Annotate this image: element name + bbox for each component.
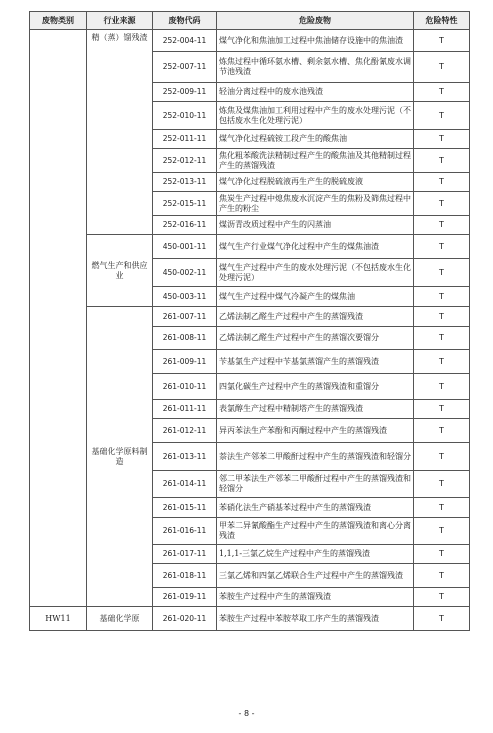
waste-code-cell: 252-012-11 — [153, 149, 217, 173]
hazard-characteristic-cell: T — [414, 374, 470, 400]
waste-code-cell: 252-013-11 — [153, 173, 217, 192]
hazardous-waste-cell: 煤气生产过程中产生的废水处理污泥（不包括废水生化处理污泥） — [217, 259, 414, 287]
waste-code-cell: 261-008-11 — [153, 327, 217, 350]
waste-code-cell: 261-020-11 — [153, 607, 217, 631]
hazard-characteristic-cell: T — [414, 350, 470, 374]
hazard-characteristic-cell: T — [414, 102, 470, 130]
header-waste-code: 废物代码 — [153, 12, 217, 30]
waste-code-cell: 252-015-11 — [153, 192, 217, 216]
hazardous-waste-cell: 炼焦及煤焦油加工利用过程中产生的废水处理污泥（不包括废水生化处理污泥） — [217, 102, 414, 130]
hazard-characteristic-cell: T — [414, 498, 470, 518]
hazardous-waste-cell: 轻油分离过程中的废水池残渣 — [217, 83, 414, 102]
hazard-characteristic-cell: T — [414, 149, 470, 173]
waste-code-cell: 252-010-11 — [153, 102, 217, 130]
table-row — [30, 235, 470, 259]
hazardous-waste-cell: 煤气净化和焦油加工过程中焦油储存设施中的焦油渣 — [217, 30, 414, 52]
category-cell — [30, 30, 87, 607]
category-cell: HW11 — [30, 607, 87, 631]
hazardous-waste-table — [29, 11, 470, 631]
hazardous-waste-cell: 1,1,1-三氯乙烷生产过程中产生的蒸馏残渣 — [217, 545, 414, 564]
waste-code-cell: 261-017-11 — [153, 545, 217, 564]
industry-source-cell: 精（蒸）馏残渣 — [87, 30, 153, 235]
waste-code-cell: 450-002-11 — [153, 259, 217, 287]
table-header — [30, 12, 470, 30]
hazardous-waste-cell: 乙烯法制乙醛生产过程中产生的蒸馏残渣 — [217, 307, 414, 327]
hazardous-waste-cell: 三氯乙烯和四氯乙烯联合生产过程中产生的蒸馏残渣 — [217, 564, 414, 588]
waste-code-cell: 252-004-11 — [153, 30, 217, 52]
hazard-characteristic-cell: T — [414, 130, 470, 149]
hazardous-waste-cell: 苯胺生产过程中产生的蒸馏残渣 — [217, 588, 414, 607]
waste-code-cell: 261-016-11 — [153, 518, 217, 545]
industry-source-cell: 燃气生产和供应业 — [87, 235, 153, 307]
waste-code-cell: 261-018-11 — [153, 564, 217, 588]
waste-code-cell: 261-009-11 — [153, 350, 217, 374]
hazardous-waste-cell: 煤气生产过程中煤气冷凝产生的煤焦油 — [217, 287, 414, 307]
hazard-characteristic-cell: T — [414, 545, 470, 564]
hazard-characteristic-cell: T — [414, 216, 470, 235]
waste-code-cell: 252-007-11 — [153, 52, 217, 83]
hazard-characteristic-cell: T — [414, 235, 470, 259]
hazardous-waste-cell: 四氯化碳生产过程中产生的蒸馏残渣和重馏分 — [217, 374, 414, 400]
waste-code-cell: 252-011-11 — [153, 130, 217, 149]
table-row — [30, 307, 470, 327]
hazard-characteristic-cell: T — [414, 30, 470, 52]
hazardous-waste-cell: 萘法生产邻苯二甲酸酐过程中产生的蒸馏残渣和轻馏分 — [217, 443, 414, 471]
hazard-characteristic-cell: T — [414, 588, 470, 607]
hazard-characteristic-cell: T — [414, 518, 470, 545]
waste-code-cell: 450-001-11 — [153, 235, 217, 259]
hazardous-waste-cell: 苄基氯生产过程中苄基氯蒸馏产生的蒸馏残渣 — [217, 350, 414, 374]
waste-code-cell: 261-015-11 — [153, 498, 217, 518]
hazardous-waste-cell: 表氯醇生产过程中精制塔产生的蒸馏残渣 — [217, 400, 414, 419]
waste-code-cell: 252-016-11 — [153, 216, 217, 235]
table-body — [30, 30, 470, 631]
hazard-characteristic-cell: T — [414, 607, 470, 631]
hazard-characteristic-cell: T — [414, 443, 470, 471]
hazard-characteristic-cell: T — [414, 307, 470, 327]
waste-code-cell: 261-010-11 — [153, 374, 217, 400]
header-hazardous-waste: 危险废物 — [217, 12, 414, 30]
hazard-characteristic-cell: T — [414, 259, 470, 287]
waste-code-cell: 261-007-11 — [153, 307, 217, 327]
hazardous-waste-cell: 焦化粗苯酸洗法精制过程产生的酸焦油及其他精制过程产生的蒸馏残渣 — [217, 149, 414, 173]
table-row — [30, 30, 470, 52]
hazard-characteristic-cell: T — [414, 173, 470, 192]
header-hazard-characteristic: 危险特性 — [414, 12, 470, 30]
waste-code-cell: 261-012-11 — [153, 419, 217, 443]
hazardous-waste-cell: 煤气净化过程硫铵工段产生的酸焦油 — [217, 130, 414, 149]
hazard-characteristic-cell: T — [414, 419, 470, 443]
waste-code-cell: 261-019-11 — [153, 588, 217, 607]
page-number: - 8 - — [238, 709, 255, 718]
industry-source-cell: 基础化学原料制造 — [87, 307, 153, 607]
hazard-characteristic-cell: T — [414, 83, 470, 102]
hazardous-waste-cell: 炼焦过程中循环氨水槽、剩余氨水槽、焦化酚氰废水调节池残渣 — [217, 52, 414, 83]
hazardous-waste-cell: 焦炭生产过程中熄焦废水沉淀产生的焦粉及筛焦过程中产生的粉尘 — [217, 192, 414, 216]
hazardous-waste-cell: 异丙苯法生产苯酚和丙酮过程中产生的蒸馏残渣 — [217, 419, 414, 443]
hazard-characteristic-cell: T — [414, 327, 470, 350]
hazardous-waste-cell: 乙烯法制乙醛生产过程中产生的蒸馏次要馏分 — [217, 327, 414, 350]
hazard-characteristic-cell: T — [414, 400, 470, 419]
waste-code-cell: 261-013-11 — [153, 443, 217, 471]
hazardous-waste-cell: 苯硝化法生产硝基苯过程中产生的蒸馏残渣 — [217, 498, 414, 518]
table-row — [30, 607, 470, 631]
hazard-characteristic-cell: T — [414, 287, 470, 307]
waste-code-cell: 261-014-11 — [153, 471, 217, 498]
hazardous-waste-cell: 甲苯二异氰酸酯生产过程中产生的蒸馏残渣和离心分离残渣 — [217, 518, 414, 545]
hazard-characteristic-cell: T — [414, 564, 470, 588]
waste-code-cell: 252-009-11 — [153, 83, 217, 102]
hazardous-waste-table-wrapper — [29, 11, 469, 631]
hazardous-waste-cell: 煤气净化过程脱硫液再生产生的脱硫废液 — [217, 173, 414, 192]
hazardous-waste-cell: 苯胺生产过程中苯胺萃取工序产生的蒸馏残渣 — [217, 607, 414, 631]
hazardous-waste-cell: 煤沥青改质过程中产生的闪蒸油 — [217, 216, 414, 235]
hazardous-waste-cell: 邻二甲苯法生产邻苯二甲酸酐过程中产生的蒸馏残渣和轻馏分 — [217, 471, 414, 498]
hazard-characteristic-cell: T — [414, 471, 470, 498]
header-row — [30, 12, 470, 30]
industry-source-cell: 基础化学原 — [87, 607, 153, 631]
header-industry-source: 行业来源 — [87, 12, 153, 30]
waste-code-cell: 450-003-11 — [153, 287, 217, 307]
hazardous-waste-cell: 煤气生产行业煤气净化过程中产生的煤焦油渣 — [217, 235, 414, 259]
hazard-characteristic-cell: T — [414, 192, 470, 216]
header-category: 废物类别 — [30, 12, 87, 30]
waste-code-cell: 261-011-11 — [153, 400, 217, 419]
hazard-characteristic-cell: T — [414, 52, 470, 83]
